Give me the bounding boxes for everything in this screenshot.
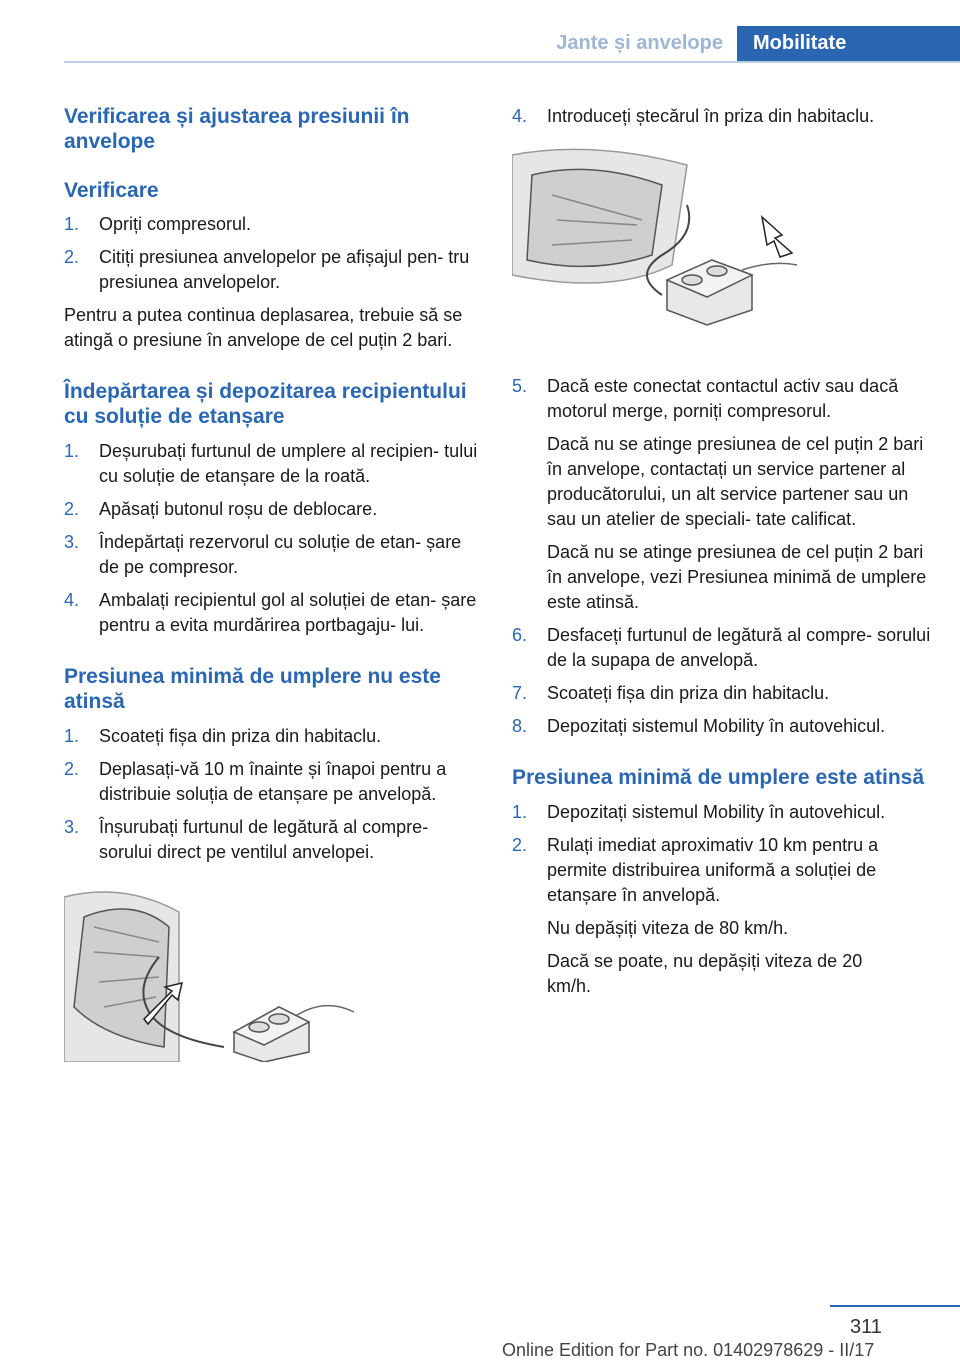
step-number: 3.: [64, 532, 80, 552]
list-item: [512, 623, 932, 673]
verificare-steps: [64, 212, 484, 295]
list-item: [64, 530, 484, 580]
step-note: Nu depășiți viteza de 80 km/h.: [547, 918, 789, 938]
not-reached-steps: [64, 724, 484, 865]
footer-edition: Online Edition for Part no. 01402978629 - II/17: [502, 1340, 875, 1360]
list-item: [64, 724, 484, 749]
removal-steps: [64, 439, 484, 638]
list-item: [64, 757, 484, 807]
note-paragraph: Pentru a putea continua deplasarea, trebuie să se atingă o presiune în anvelope de cel puțin 2 bari.: [64, 305, 463, 350]
left-column: [64, 100, 484, 1062]
steps-b: [512, 374, 932, 424]
step-number: 4.: [512, 106, 528, 126]
subheading-reached: Presiunea minimă de umplere este atinsă: [512, 766, 925, 789]
step-text: Opriți compresorul.: [99, 214, 252, 234]
subheading-not-reached: Presiunea minimă de umplere nu este atinsă: [64, 665, 441, 713]
step-note: Dacă nu se atinge presiunea de cel puțin 2 bari în anvelope, vezi Presiunea minimă de umplere este atinsă.: [547, 542, 927, 612]
step-number: 4.: [64, 590, 80, 610]
list-item: [512, 833, 932, 908]
steps-a: [512, 104, 932, 129]
header-chapter-tab: Mobilitate: [737, 26, 960, 62]
step-number: 1.: [64, 726, 80, 746]
list-item: [64, 588, 484, 638]
step-text: Deșurubați furtunul de umplere al recipien‐ tului cu soluție de etanșare de la roată.: [99, 441, 478, 486]
step-text: Scoateți fișa din priza din habitaclu.: [547, 683, 830, 703]
list-item: [512, 800, 932, 825]
step-text: Depozitați sistemul Mobility în autovehicul.: [547, 802, 886, 822]
reached-steps: [512, 800, 932, 908]
list-item: [512, 681, 932, 706]
step-text: Citiți presiunea anvelopelor pe afișajul pen‐ tru presiunea anvelopelor.: [99, 247, 470, 292]
list-item: [512, 714, 932, 739]
step-number: 2.: [64, 759, 80, 779]
subheading-verificare: Verificare: [64, 179, 159, 202]
subheading-removal: Îndepărtarea și depozitarea recipientului cu soluție de etanșare: [64, 380, 467, 428]
list-item: [64, 245, 484, 295]
header-rule: [64, 61, 960, 63]
step-text: Ambalați recipientul gol al soluției de etan‐ șare pentru a evita murdărirea portbagaju‐ lui.: [99, 590, 477, 635]
footer-rule: [830, 1305, 960, 1307]
page-number: 311: [850, 1316, 882, 1338]
step-text: Rulați imediat aproximativ 10 km pentru a permite distribuirea uniformă a soluției de etanșare în anvelopă.: [547, 835, 879, 905]
compressor-plug-arrow-illustration: [512, 145, 812, 330]
step-number: 1.: [64, 214, 80, 234]
step-number: 7.: [512, 683, 528, 703]
step-number: 8.: [512, 716, 528, 736]
list-item: [512, 374, 932, 424]
list-item: [64, 212, 484, 237]
step-number: 2.: [512, 835, 528, 855]
right-column: [512, 100, 932, 999]
section-title: Verificarea și ajustarea presiunii în anvelope: [64, 105, 410, 153]
list-item: [64, 497, 484, 522]
list-item: [512, 104, 932, 129]
step-text: Desfaceți furtunul de legătură al compre‐ sorului de la supapa de anvelopă.: [547, 625, 931, 670]
step-number: 6.: [512, 625, 528, 645]
step-text: Scoateți fișa din priza din habitaclu.: [99, 726, 382, 746]
step-number: 2.: [64, 499, 80, 519]
header-section-tab: Jante și anvelope: [556, 32, 723, 54]
compressor-connected-to-tire-illustration: [64, 887, 364, 1062]
step-number: 3.: [64, 817, 80, 837]
step-number: 1.: [512, 802, 528, 822]
steps-b-rest: [512, 623, 932, 739]
step-number: 1.: [64, 441, 80, 461]
step-number: 2.: [64, 247, 80, 267]
step-note: Dacă nu se atinge presiunea de cel puțin 2 bari în anvelope, contactați un service partener al producătorului, un alt service partener sau un sau un atelier de speciali‐ tate calificat.: [547, 434, 924, 529]
step-text: Apăsați butonul roșu de deblocare.: [99, 499, 378, 519]
step-text: Înșurubați furtunul de legătură al compre‐ sorului direct pe ventilul anvelopei.: [99, 817, 429, 862]
step-number: 5.: [512, 376, 528, 396]
list-item: [64, 815, 484, 865]
step-text: Deplasați-vă 10 m înainte și înapoi pentru a distribuie soluția de etanșare pe anvelopă.: [99, 759, 447, 804]
step-text: Introduceți ștecărul în priza din habitaclu.: [547, 106, 875, 126]
step-text: Dacă este conectat contactul activ sau dacă motorul merge, porniți compresorul.: [547, 376, 899, 421]
step-text: Depozitați sistemul Mobility în autovehicul.: [547, 716, 886, 736]
step-note: Dacă se poate, nu depășiți viteza de 20 km/h.: [547, 951, 863, 996]
list-item: [64, 439, 484, 489]
step-text: Îndepărtați rezervorul cu soluție de etan‐ șare de pe compresor.: [99, 532, 462, 577]
